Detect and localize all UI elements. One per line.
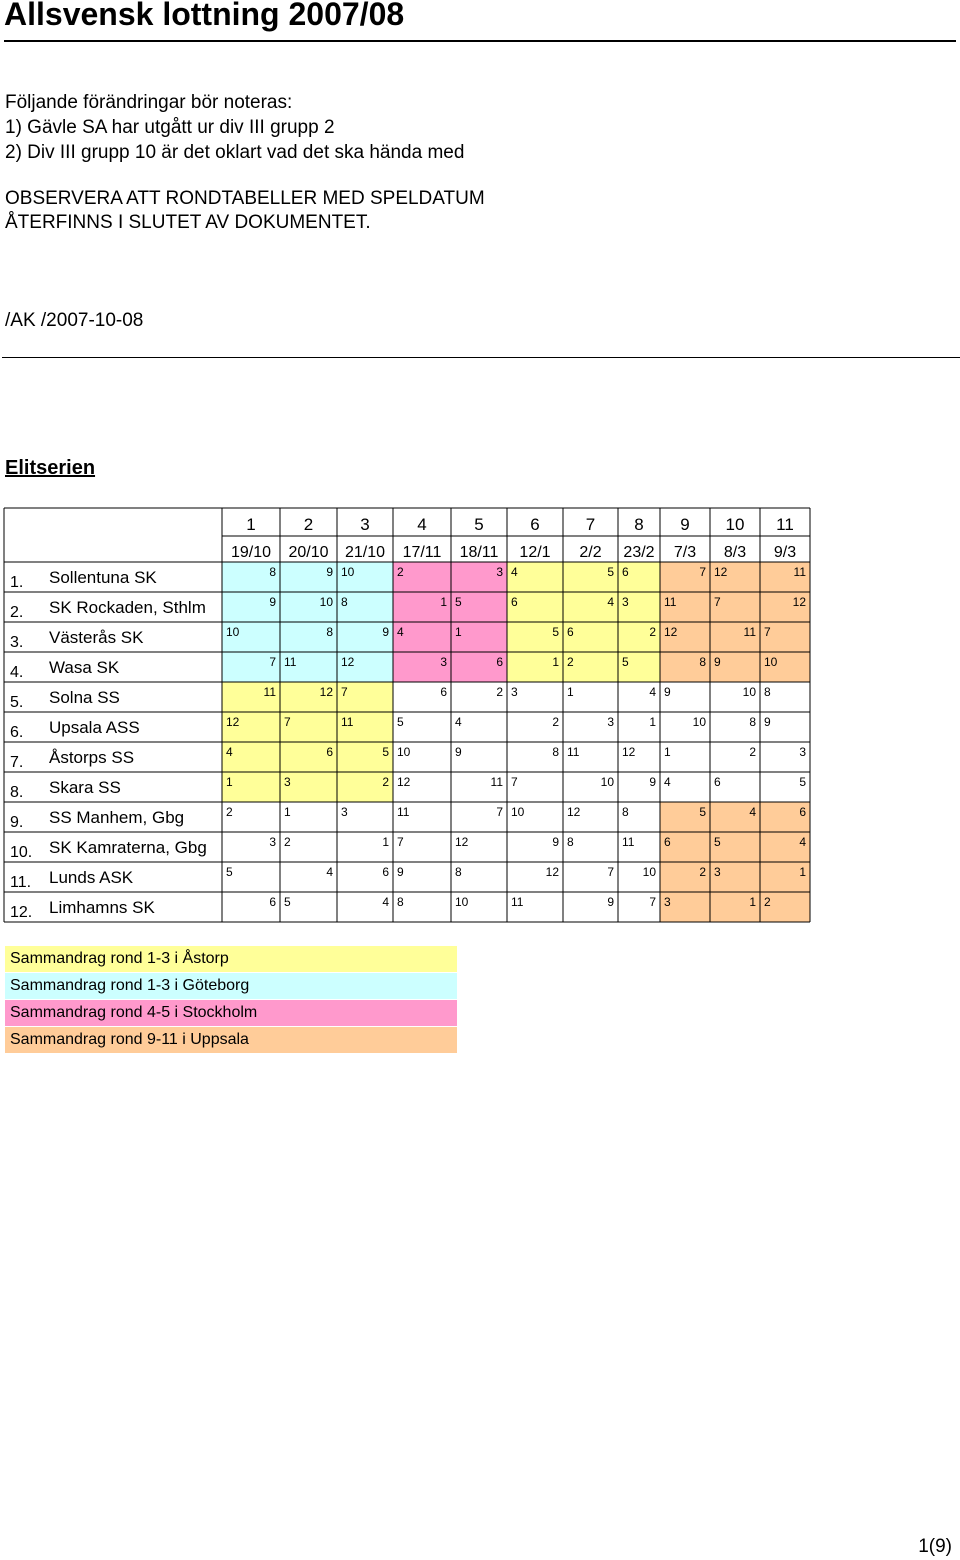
opponent-home: 2 bbox=[764, 895, 771, 909]
opponent-home: 3 bbox=[284, 775, 291, 789]
opponent-away: 3 bbox=[496, 565, 503, 579]
opponent-home: 12 bbox=[622, 745, 636, 759]
venue-fill bbox=[393, 592, 507, 622]
opponent-away: 8 bbox=[269, 565, 276, 579]
legend-item-uppsala: Sammandrag rond 9-11 i Uppsala bbox=[5, 1027, 457, 1053]
opponent-away: 6 bbox=[382, 865, 389, 879]
team-name: SS Manhem, Gbg bbox=[49, 808, 185, 827]
opponent-away: 5 bbox=[607, 565, 614, 579]
opponent-home: 7 bbox=[764, 625, 771, 639]
opponent-home: 1 bbox=[226, 775, 233, 789]
opponent-home: 4 bbox=[455, 715, 462, 729]
opponent-home: 6 bbox=[714, 775, 721, 789]
opponent-away: 7 bbox=[699, 565, 706, 579]
opponent-away: 6 bbox=[269, 895, 276, 909]
opponent-home: 2 bbox=[567, 655, 574, 669]
venue-fill bbox=[507, 652, 660, 682]
section-title: Elitserien bbox=[5, 457, 96, 479]
venue-fill bbox=[507, 592, 660, 622]
opponent-home: 6 bbox=[664, 835, 671, 849]
opponent-away: 9 bbox=[552, 835, 559, 849]
venue-fill bbox=[660, 622, 810, 652]
round-date-header: 9/3 bbox=[773, 544, 797, 561]
note-line: OBSERVERA ATT RONDTABELLER MED SPELDATUM bbox=[5, 188, 485, 209]
opponent-home: 10 bbox=[455, 895, 469, 909]
opponent-away: 4 bbox=[607, 595, 614, 609]
opponent-away: 12 bbox=[319, 685, 333, 699]
opponent-away: 2 bbox=[552, 715, 559, 729]
opponent-home: 6 bbox=[622, 565, 629, 579]
opponent-away: 6 bbox=[496, 655, 503, 669]
opponent-home: 3 bbox=[714, 865, 721, 879]
legend-item-astorp: Sammandrag rond 1-3 i Åstorp bbox=[5, 946, 457, 972]
note-line: Följande förändringar bör noteras: bbox=[5, 92, 293, 113]
team-number: 4. bbox=[10, 664, 24, 681]
opponent-away: 9 bbox=[326, 565, 333, 579]
opponent-away: 7 bbox=[496, 805, 503, 819]
opponent-home: 12 bbox=[341, 655, 355, 669]
team-number: 9. bbox=[10, 814, 24, 831]
opponent-away: 11 bbox=[263, 685, 276, 699]
opponent-home: 8 bbox=[764, 685, 771, 699]
opponent-away: 10 bbox=[642, 865, 656, 879]
opponent-away: 8 bbox=[749, 715, 756, 729]
opponent-away: 1 bbox=[552, 655, 559, 669]
opponent-away: 4 bbox=[326, 865, 333, 879]
opponent-away: 12 bbox=[792, 595, 806, 609]
round-number-header: 2 bbox=[303, 515, 314, 534]
team-name: Sollentuna SK bbox=[49, 568, 157, 587]
round-date-header: 18/11 bbox=[459, 544, 499, 561]
team-name: Lunds ASK bbox=[49, 868, 134, 887]
opponent-home: 12 bbox=[664, 625, 678, 639]
opponent-home: 10 bbox=[341, 565, 355, 579]
opponent-away: 1 bbox=[440, 595, 447, 609]
opponent-home: 5 bbox=[622, 655, 629, 669]
opponent-away: 7 bbox=[269, 655, 276, 669]
opponent-away: 10 bbox=[742, 685, 756, 699]
opponent-home: 1 bbox=[455, 625, 462, 639]
venue-fill bbox=[660, 652, 810, 682]
opponent-home: 11 bbox=[622, 835, 635, 849]
opponent-away: 3 bbox=[269, 835, 276, 849]
opponent-home: 12 bbox=[455, 835, 469, 849]
opponent-home: 11 bbox=[567, 745, 580, 759]
opponent-away: 2 bbox=[496, 685, 503, 699]
opponent-home: 3 bbox=[341, 805, 348, 819]
venue-fill bbox=[222, 622, 393, 652]
opponent-away: 1 bbox=[382, 835, 389, 849]
team-name: Limhamns SK bbox=[49, 898, 155, 917]
venue-fill bbox=[393, 562, 507, 592]
note-line: 2) Div III grupp 10 är det oklart vad det ska hända med bbox=[5, 142, 465, 163]
venue-fill bbox=[222, 682, 393, 712]
round-date-header: 21/10 bbox=[344, 544, 386, 561]
opponent-home: 8 bbox=[341, 595, 348, 609]
opponent-away: 6 bbox=[326, 745, 333, 759]
opponent-home: 10 bbox=[226, 625, 240, 639]
opponent-home: 9 bbox=[455, 745, 462, 759]
round-number-header: 11 bbox=[776, 515, 794, 534]
opponent-away: 9 bbox=[607, 895, 614, 909]
opponent-home: 1 bbox=[664, 745, 671, 759]
team-number: 6. bbox=[10, 724, 24, 741]
opponent-away: 11 bbox=[743, 625, 756, 639]
page-number: 1(9) bbox=[918, 1536, 952, 1557]
opponent-home: 12 bbox=[226, 715, 240, 729]
round-number-header: 10 bbox=[725, 515, 745, 534]
venue-fill bbox=[393, 622, 507, 652]
opponent-away: 11 bbox=[793, 565, 806, 579]
opponent-away: 5 bbox=[799, 775, 806, 789]
team-name: Wasa SK bbox=[49, 658, 120, 677]
opponent-away: 3 bbox=[607, 715, 614, 729]
opponent-away: 7 bbox=[607, 865, 614, 879]
opponent-home: 10 bbox=[764, 655, 778, 669]
team-name: SK Rockaden, Sthlm bbox=[49, 598, 206, 617]
opponent-away: 2 bbox=[749, 745, 756, 759]
opponent-away: 4 bbox=[382, 895, 389, 909]
round-date-header: 7/3 bbox=[673, 544, 697, 561]
opponent-home: 5 bbox=[714, 835, 721, 849]
opponent-home: 1 bbox=[567, 685, 574, 699]
legend-item-goteborg: Sammandrag rond 1-3 i Göteborg bbox=[5, 973, 457, 999]
team-number: 2. bbox=[10, 604, 24, 621]
round-number-header: 5 bbox=[474, 515, 484, 534]
opponent-home: 7 bbox=[511, 775, 518, 789]
team-number: 8. bbox=[10, 784, 24, 801]
opponent-home: 9 bbox=[664, 685, 671, 699]
opponent-home: 3 bbox=[664, 895, 671, 909]
team-name: Solna SS bbox=[49, 688, 120, 707]
opponent-home: 5 bbox=[455, 595, 462, 609]
opponent-home: 5 bbox=[226, 865, 233, 879]
opponent-away: 12 bbox=[545, 865, 559, 879]
opponent-away: 9 bbox=[649, 775, 656, 789]
team-name: Västerås SK bbox=[49, 628, 144, 647]
venue-fill bbox=[507, 562, 660, 592]
opponent-home: 4 bbox=[226, 745, 233, 759]
opponent-away: 5 bbox=[699, 805, 706, 819]
opponent-away: 6 bbox=[440, 685, 447, 699]
opponent-away: 5 bbox=[552, 625, 559, 639]
document-title: Allsvensk lottning 2007/08 bbox=[4, 0, 405, 32]
opponent-home: 11 bbox=[664, 595, 677, 609]
team-name: Åstorps SS bbox=[49, 748, 135, 767]
opponent-home: 4 bbox=[397, 625, 404, 639]
opponent-away: 3 bbox=[440, 655, 447, 669]
round-number-header: 4 bbox=[417, 515, 427, 534]
round-date-header: 12/1 bbox=[519, 544, 551, 561]
opponent-home: 3 bbox=[511, 685, 518, 699]
team-name: Skara SS bbox=[49, 778, 121, 797]
opponent-home: 2 bbox=[226, 805, 233, 819]
opponent-away: 6 bbox=[799, 805, 806, 819]
round-date-header: 8/3 bbox=[723, 544, 747, 561]
opponent-home: 11 bbox=[341, 715, 354, 729]
opponent-home: 12 bbox=[567, 805, 581, 819]
opponent-home: 12 bbox=[397, 775, 411, 789]
opponent-away: 10 bbox=[600, 775, 614, 789]
venue-fill bbox=[660, 832, 810, 862]
opponent-away: 8 bbox=[552, 745, 559, 759]
opponent-home: 8 bbox=[567, 835, 574, 849]
venue-fill bbox=[660, 562, 810, 592]
opponent-away: 10 bbox=[692, 715, 706, 729]
opponent-home: 8 bbox=[455, 865, 462, 879]
venue-fill bbox=[222, 712, 393, 742]
round-date-header: 23/2 bbox=[623, 544, 655, 561]
opponent-home: 11 bbox=[397, 805, 410, 819]
opponent-away: 7 bbox=[649, 895, 656, 909]
venue-fill bbox=[222, 772, 393, 802]
opponent-away: 4 bbox=[649, 685, 656, 699]
team-name: Upsala ASS bbox=[49, 718, 140, 737]
opponent-home: 9 bbox=[714, 655, 721, 669]
opponent-home: 12 bbox=[714, 565, 728, 579]
opponent-away: 1 bbox=[749, 895, 756, 909]
venue-fill bbox=[660, 892, 810, 922]
round-number-header: 6 bbox=[530, 515, 540, 534]
round-number-header: 9 bbox=[680, 515, 690, 534]
opponent-away: 9 bbox=[382, 625, 389, 639]
opponent-home: 6 bbox=[511, 595, 518, 609]
team-number: 10. bbox=[10, 844, 33, 861]
opponent-home: 11 bbox=[511, 895, 524, 909]
opponent-away: 4 bbox=[799, 835, 806, 849]
team-number: 1. bbox=[10, 574, 24, 591]
round-date-header: 20/10 bbox=[288, 544, 329, 561]
opponent-away: 4 bbox=[749, 805, 756, 819]
opponent-home: 8 bbox=[397, 895, 404, 909]
opponent-home: 9 bbox=[397, 865, 404, 879]
opponent-home: 5 bbox=[397, 715, 404, 729]
opponent-away: 1 bbox=[649, 715, 656, 729]
venue-fill bbox=[660, 802, 810, 832]
opponent-home: 8 bbox=[622, 805, 629, 819]
opponent-home: 3 bbox=[622, 595, 629, 609]
opponent-away: 10 bbox=[319, 595, 333, 609]
opponent-home: 9 bbox=[764, 715, 771, 729]
opponent-home: 10 bbox=[511, 805, 525, 819]
opponent-home: 5 bbox=[284, 895, 291, 909]
opponent-home: 1 bbox=[284, 805, 291, 819]
opponent-home: 7 bbox=[341, 685, 348, 699]
opponent-away: 2 bbox=[382, 775, 389, 789]
note-line: ÅTERFINNS I SLUTET AV DOKUMENTET. bbox=[5, 212, 371, 233]
opponent-home: 11 bbox=[284, 655, 297, 669]
opponent-away: 3 bbox=[799, 745, 806, 759]
team-number: 11. bbox=[10, 874, 32, 891]
opponent-away: 2 bbox=[649, 625, 656, 639]
venue-fill bbox=[660, 862, 810, 892]
venue-fill bbox=[222, 652, 393, 682]
venue-fill bbox=[507, 622, 660, 652]
opponent-home: 4 bbox=[664, 775, 671, 789]
venue-fill bbox=[222, 562, 393, 592]
round-date-header: 17/11 bbox=[402, 544, 442, 561]
opponent-home: 2 bbox=[284, 835, 291, 849]
round-date-header: 2/2 bbox=[579, 544, 602, 561]
legend-item-stockholm: Sammandrag rond 4-5 i Stockholm bbox=[5, 1000, 457, 1026]
opponent-away: 11 bbox=[490, 775, 503, 789]
opponent-away: 8 bbox=[699, 655, 706, 669]
opponent-home: 7 bbox=[397, 835, 404, 849]
opponent-away: 5 bbox=[382, 745, 389, 759]
opponent-away: 8 bbox=[326, 625, 333, 639]
opponent-away: 2 bbox=[699, 865, 706, 879]
venue-fill bbox=[660, 592, 810, 622]
opponent-home: 4 bbox=[511, 565, 518, 579]
opponent-away: 9 bbox=[269, 595, 276, 609]
note-line: 1) Gävle SA har utgått ur div III grupp 2 bbox=[5, 117, 335, 138]
team-number: 12. bbox=[10, 904, 33, 921]
round-number-header: 7 bbox=[585, 515, 596, 534]
opponent-home: 2 bbox=[397, 565, 404, 579]
team-number: 7. bbox=[10, 754, 24, 771]
opponent-home: 10 bbox=[397, 745, 411, 759]
team-name: SK Kamraterna, Gbg bbox=[49, 838, 207, 857]
venue-fill bbox=[222, 742, 393, 772]
round-number-header: 3 bbox=[360, 515, 370, 534]
venue-fill bbox=[222, 592, 393, 622]
opponent-away: 1 bbox=[799, 865, 806, 879]
opponent-home: 7 bbox=[284, 715, 291, 729]
team-number: 3. bbox=[10, 634, 24, 651]
opponent-home: 7 bbox=[714, 595, 721, 609]
venue-fill bbox=[393, 652, 507, 682]
team-number: 5. bbox=[10, 694, 24, 711]
signature-date: /AK /2007-10-08 bbox=[5, 310, 144, 331]
round-number-header: 1 bbox=[246, 515, 256, 534]
opponent-home: 6 bbox=[567, 625, 574, 639]
round-date-header: 19/10 bbox=[230, 544, 272, 561]
round-number-header: 8 bbox=[634, 515, 644, 534]
